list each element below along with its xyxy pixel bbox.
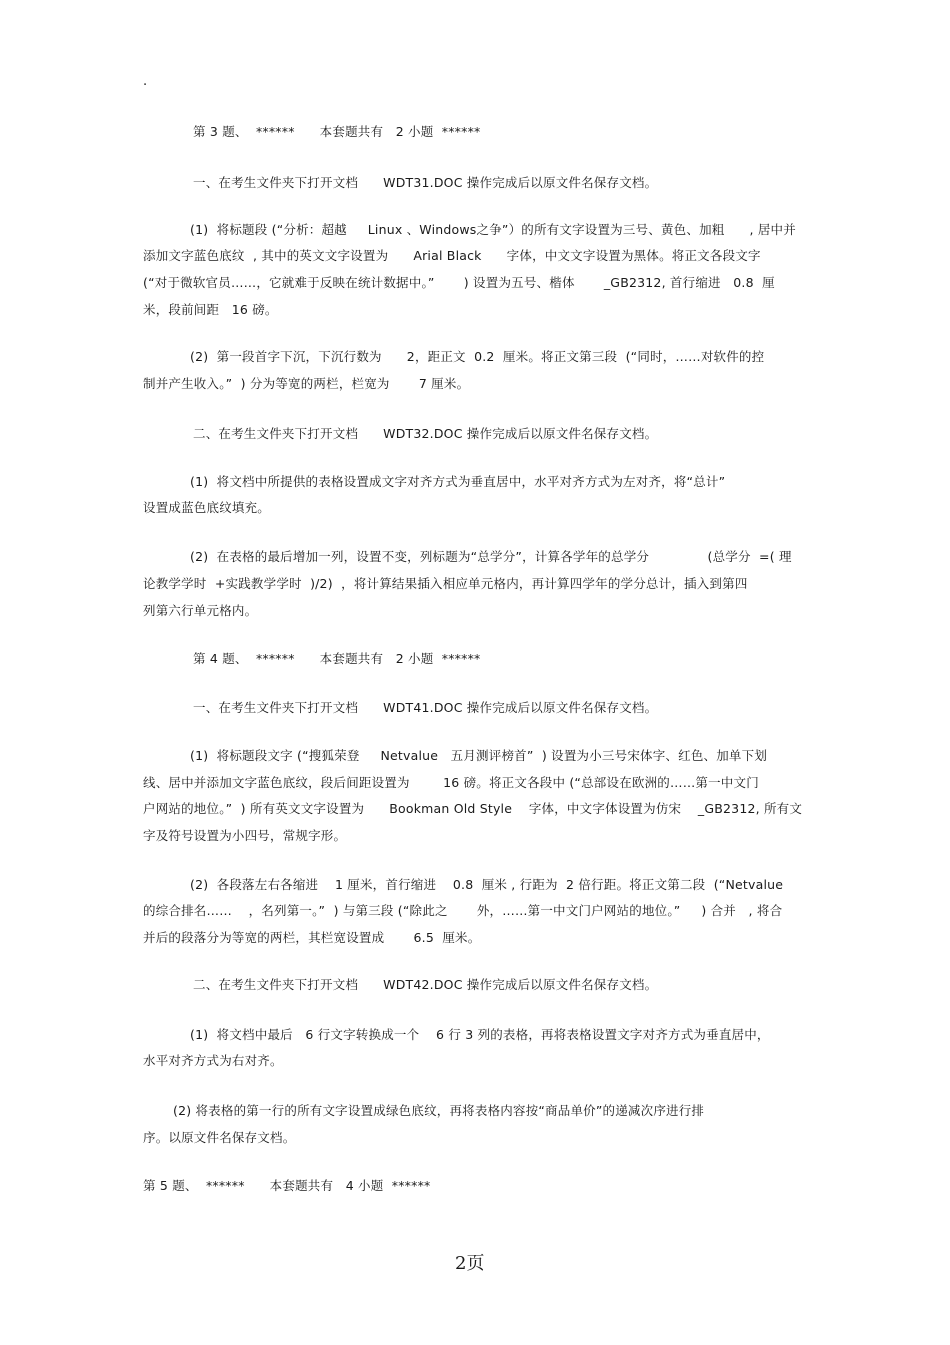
paragraph-line: (1) 将标题段 (“分析：超越 Linux 、Windows之争”）的所有文字设置为三号、黄色、加粗 , 居中并 bbox=[190, 222, 796, 237]
paragraph-line: 字及符号设置为小四号，常规字形。 bbox=[143, 828, 347, 843]
section-1-heading: 一、在考生文件夹下打开文档 WDT41.DOC 操作完成后以原文件名保存文档。 bbox=[193, 700, 658, 715]
paragraph-line: (1) 将标题段文字 (“搜狐荣登 Netvalue 五月测评榜首” ) 设置为小三号宋体字、红色、加单下划 bbox=[190, 748, 768, 763]
paragraph-line: (1) 将文档中最后 6 行文字转换成一个 6 行 3 列的表格，再将表格设置文字对齐方式为垂直居中， bbox=[190, 1027, 770, 1042]
question-3-heading: 第 3 题、 ****** 本套题共有 2 小题 ****** bbox=[193, 124, 481, 139]
paragraph-line: 添加文字蓝色底纹 , 其中的英文文字设置为 Arial Black 字体，中文文字设置为黑体。将正文各段文字 bbox=[143, 248, 761, 263]
paragraph-line: 序。以原文件名保存文档。 bbox=[143, 1130, 296, 1145]
section-2-heading: 二、在考生文件夹下打开文档 WDT32.DOC 操作完成后以原文件名保存文档。 bbox=[193, 426, 658, 441]
section-1-heading: 一、在考生文件夹下打开文档 WDT31.DOC 操作完成后以原文件名保存文档。 bbox=[193, 175, 658, 190]
paragraph-line: (“对于微软官员……，它就难于反映在统计数据中。” ) 设置为五号、楷体 _GB2312, 首行缩进 0.8 厘 bbox=[143, 275, 775, 290]
paragraph-line: (1) 将文档中所提供的表格设置成文字对齐方式为垂直居中，水平对齐方式为左对齐，将“总计” bbox=[190, 474, 726, 489]
paragraph-line: 的综合排名…… ，名列第一。” ) 与第三段 (“除此之 外，……第一中文门户网站的地位。” ) 合并 , 将合 bbox=[143, 903, 783, 918]
paragraph-line: (2) 在表格的最后增加一列，设置不变，列标题为“总学分”，计算各学年的总学分 (总学分 =( 理 bbox=[190, 549, 792, 564]
paragraph-line: 并后的段落分为等宽的两栏，其栏宽设置成 6.5 厘米。 bbox=[143, 930, 481, 945]
page-number: 2页 bbox=[455, 1253, 485, 1274]
paragraph-line: 设置成蓝色底纹填充。 bbox=[143, 500, 271, 515]
paragraph-line: (2) 第一段首字下沉，下沉行数为 2，距正文 0.2 厘米。将正文第三段 (“同时，……对软件的控 bbox=[190, 349, 765, 364]
paragraph-line: 制并产生收入。” ) 分为等宽的两栏，栏宽为 7 厘米。 bbox=[143, 376, 470, 391]
paragraph-line: 列第六行单元格内。 bbox=[143, 603, 258, 618]
question-4-heading: 第 4 题、 ****** 本套题共有 2 小题 ****** bbox=[193, 651, 481, 666]
question-5-heading: 第 5 题、 ****** 本套题共有 4 小题 ****** bbox=[143, 1178, 431, 1193]
paragraph-line: 户网站的地位。” ) 所有英文文字设置为 Bookman Old Style 字体，中文字体设置为仿宋 _GB2312, 所有文 bbox=[143, 801, 803, 816]
section-2-heading: 二、在考生文件夹下打开文档 WDT42.DOC 操作完成后以原文件名保存文档。 bbox=[193, 977, 658, 992]
paragraph-line: 米，段前间距 16 磅。 bbox=[143, 302, 278, 317]
paragraph-line: (2) 各段落左右各缩进 1 厘米，首行缩进 0.8 厘米 , 行距为 2 倍行距。将正文第二段 (“Netvalue bbox=[190, 877, 784, 892]
paragraph-line: (2) 将表格的第一行的所有文字设置成绿色底纹，再将表格内容按“商品单价”的递减次序进行排 bbox=[173, 1103, 705, 1118]
paragraph-line: 水平对齐方式为右对齐。 bbox=[143, 1053, 283, 1068]
paragraph-line: 论教学学时 +实践教学学时 )/2) ，将计算结果插入相应单元格内，再计算四学年的学分总计，插入到第四 bbox=[143, 576, 748, 591]
paragraph-line: 线、居中并添加文字蓝色底纹，段后间距设置为 16 磅。将正文各段中 (“总部设在欧洲的……第一中文门 bbox=[143, 775, 759, 790]
page-mark: . bbox=[143, 74, 148, 89]
